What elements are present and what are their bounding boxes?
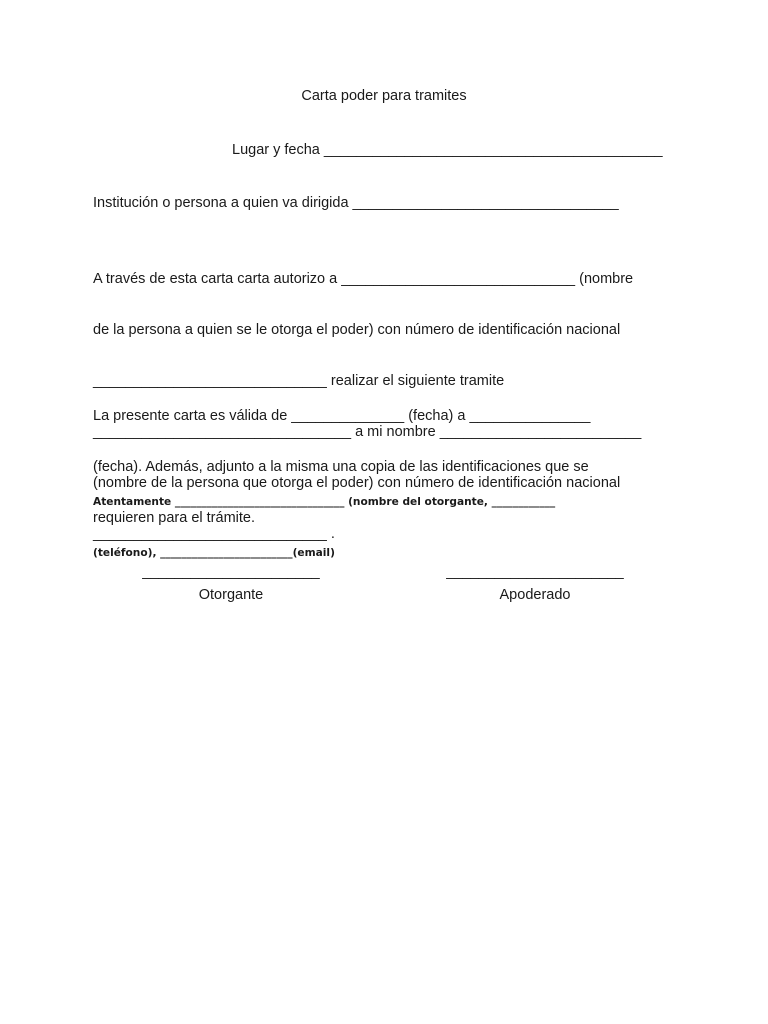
paragraph-line: A través de esta carta carta autorizo a _____________________________ (nombre	[93, 271, 634, 287]
attorney-signature	[445, 564, 625, 604]
paragraph-line: (fecha). Además, adjunto a la misma una copia de las identificaciones que se	[93, 459, 589, 475]
institution-field: Institución o persona a quien va dirigida _________________________________	[93, 195, 619, 211]
closing-line: (teléfono), _________________________(email)	[93, 547, 335, 559]
paragraph-line: La presente carta es válida de ______________ (fecha) a _______________	[93, 408, 591, 424]
paragraph-line: requieren para el trámite.	[93, 510, 255, 526]
grantor-signature	[141, 564, 321, 604]
paragraph-line: _____________________________ .	[93, 526, 335, 542]
grantor-label: Otorgante	[198, 587, 264, 603]
paragraph-line: de la persona a quien se le otorga el poder) con número de identificación nacional	[93, 322, 621, 338]
paragraph-line: _____________________________ realizar el siguiente tramite	[93, 373, 505, 389]
paragraph-line: (nombre de la persona que otorga el poder) con número de identificación nacional	[93, 475, 621, 491]
signature-line: ______________________	[446, 564, 624, 580]
document-title: Carta poder para tramites	[301, 88, 467, 104]
signature-line: ______________________	[142, 564, 320, 580]
attorney-label: Apoderado	[499, 587, 571, 603]
paragraph-line: ________________________________ a mi nombre _________________________	[93, 424, 642, 440]
place-date-field: Lugar y fecha __________________________________________	[232, 142, 663, 158]
closing-line: Atentamente ________________________________ (nombre del otorgante, ____________	[93, 496, 556, 508]
